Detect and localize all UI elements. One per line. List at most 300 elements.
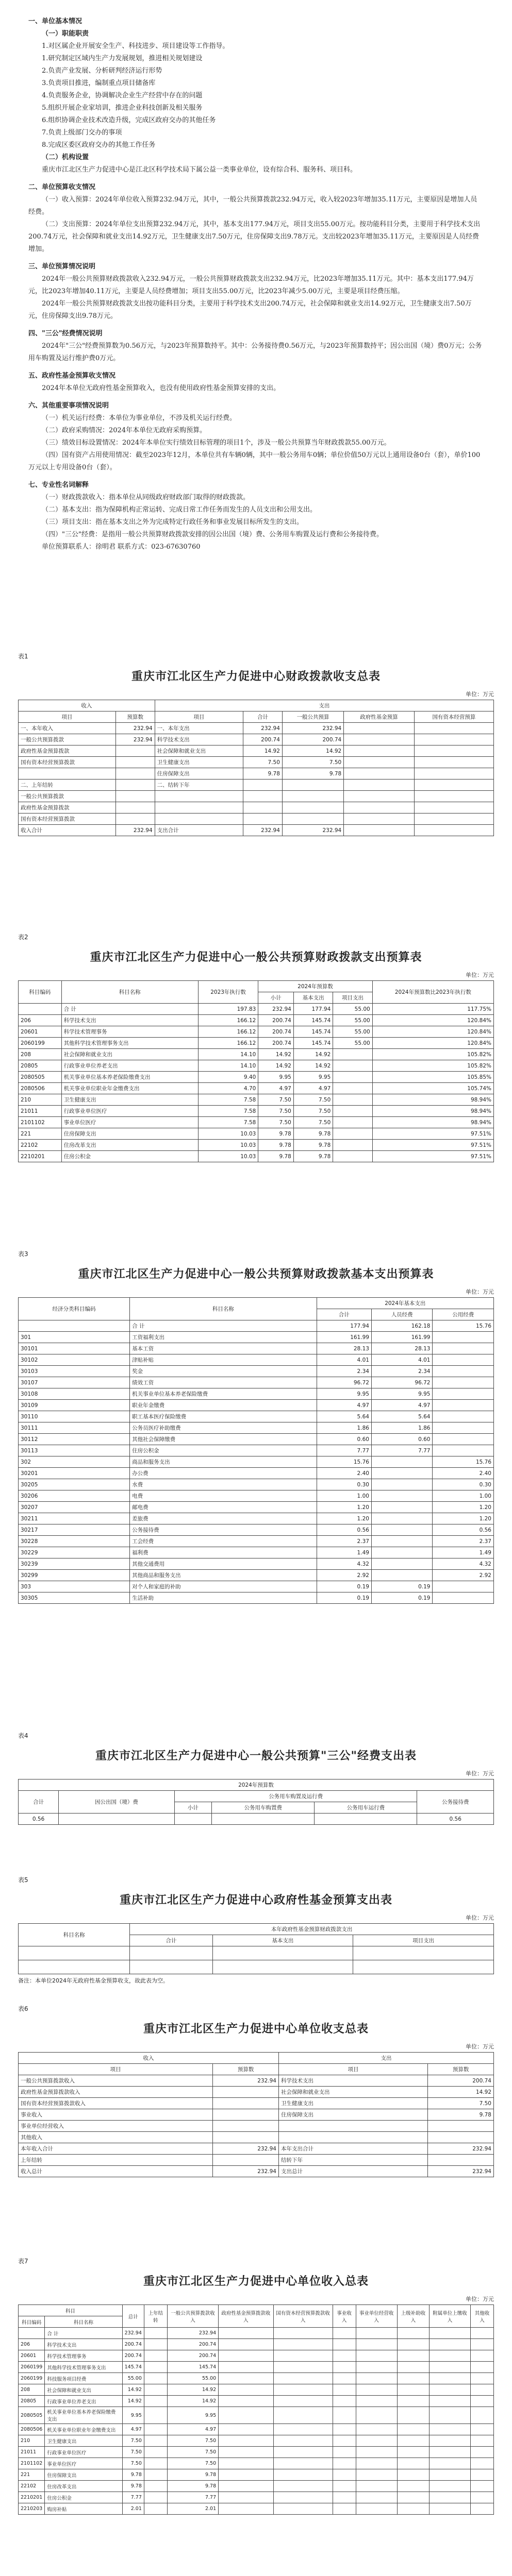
text-cell: 政府性基金预算拨款收入	[19, 2087, 213, 2098]
duty-item: 4.负责服务企业，协调解决企业生产经营中存在的问题	[42, 92, 203, 99]
value-cell	[219, 2362, 273, 2373]
value-cell	[371, 1547, 433, 1558]
paragraph: 2024年本单位无政府性基金预算收入，也没有使用政府性基金预算安排的支出。	[42, 384, 280, 392]
table-row	[19, 1388, 494, 1400]
table-row	[19, 2373, 494, 2384]
text-cell: 机关事业单位职业年金缴费支出	[61, 1083, 198, 1094]
value-cell: 4.97	[293, 1083, 333, 1094]
table-row	[19, 802, 494, 814]
value-cell: 7.58	[198, 1117, 258, 1128]
value-cell	[144, 2384, 167, 2396]
value-cell	[333, 1106, 372, 1117]
table-row	[19, 1479, 494, 1490]
value-cell	[344, 791, 415, 802]
table-row	[19, 1422, 494, 1434]
table-row	[19, 1456, 494, 1468]
paragraph: 重庆市江北区生产力促进中心是江北区科学技术局下属公益一类事业单位，设有综合科、服务科、项目科。	[42, 166, 357, 174]
header-cell: 一般公共预算拨款收入	[167, 2305, 218, 2328]
value-cell	[144, 2503, 167, 2515]
value-cell	[333, 1128, 372, 1140]
value-cell	[144, 2481, 167, 2492]
table-row	[19, 1502, 494, 1513]
value-cell	[356, 2350, 397, 2362]
table-row	[19, 1117, 494, 1128]
text-cell: 301	[19, 1332, 130, 1343]
text-cell: 住房保障支出	[61, 1128, 198, 1140]
three-public-expenses-table	[18, 1779, 494, 1825]
table-row	[19, 2132, 494, 2143]
text-cell: 30229	[19, 1547, 130, 1558]
table-row	[19, 1026, 494, 1038]
value-cell	[219, 2339, 273, 2350]
table-row	[19, 1468, 494, 1479]
table-row	[19, 1524, 494, 1536]
text-cell: 住房公积金	[130, 1445, 317, 1456]
table-row	[19, 1094, 494, 1106]
value-cell: 200.74	[258, 1038, 294, 1049]
value-cell: 200.74	[428, 2075, 494, 2087]
value-cell	[397, 2492, 429, 2503]
table-row	[19, 1049, 494, 1060]
header-cell: 总计	[122, 2305, 144, 2328]
duty-item: 5.组织开展企业家培训，推进企业科技创新及相关服务	[42, 104, 203, 112]
table-row	[19, 1354, 494, 1366]
value-cell: 14.92	[293, 1060, 333, 1072]
unit-income-expense-table	[18, 2052, 494, 2177]
general-budget-expenditure-table	[18, 980, 494, 1162]
value-cell: 1.20	[317, 1502, 371, 1513]
value-cell: 166.12	[198, 1038, 258, 1049]
header-cell: 合计	[130, 1935, 212, 1946]
text-cell	[155, 814, 243, 825]
text-cell: 其他交通费用	[130, 1558, 317, 1570]
value-cell: 166.12	[198, 1015, 258, 1026]
text-cell	[19, 768, 116, 779]
value-cell: 7.50	[293, 1117, 333, 1128]
value-cell	[430, 2424, 471, 2435]
list-item: （三）项目支出：指在基本支出之外为完成特定行政任务和事业发展目标所发生的支出。	[42, 518, 304, 526]
value-cell	[115, 745, 155, 757]
value-cell: 232.94	[115, 734, 155, 745]
value-cell: 7.50	[122, 2458, 144, 2469]
value-cell	[414, 768, 493, 779]
value-cell	[333, 1151, 372, 1162]
text-cell: 对个人和家庭的补助	[130, 1581, 317, 1592]
value-cell: 14.92	[167, 2396, 218, 2407]
value-cell: 9.78	[293, 1128, 333, 1140]
header-cell: 2024年预算数	[19, 1780, 494, 1791]
value-cell: 4.97	[371, 1400, 433, 1411]
value-cell: 7.50	[428, 2098, 494, 2109]
paragraph: 2024年"三公"经费预算数为0.56万元，与2023年预算数持平。其中：公务接待费0.56万元，与2023年预算数持平；因公出国（境）费0万元；公务用车购置及运行维护费0万元。	[28, 342, 482, 362]
value-cell: 4.70	[198, 1083, 258, 1094]
text-cell: 行政事业单位医疗	[45, 2447, 122, 2458]
text-cell: 206	[19, 2339, 45, 2350]
value-cell: 98.94%	[372, 1106, 493, 1117]
duty-item: 7.负责上级部门交办的事项	[42, 129, 122, 137]
text-cell: 住房保障支出	[155, 768, 243, 779]
value-cell: 166.12	[198, 1026, 258, 1038]
value-cell	[471, 2384, 494, 2396]
text-cell: 2101102	[19, 2458, 45, 2469]
value-cell: 161.99	[371, 1332, 433, 1343]
value-cell	[344, 779, 415, 791]
table-row	[19, 2503, 494, 2515]
value-cell: 9.40	[198, 1072, 258, 1083]
header-cell: 一般公共预算	[282, 711, 343, 723]
text-cell: 科学技术支出	[155, 734, 243, 745]
text-cell: 30108	[19, 1388, 130, 1400]
paragraph: 1.对区属企业开展安全生产、科技进步、项目建设等工作指导。	[42, 42, 229, 50]
header-cell: 科目编码	[19, 981, 62, 1004]
value-cell: 1.86	[371, 1422, 433, 1434]
value-cell	[219, 2447, 273, 2458]
header-cell: 科目名称	[19, 1924, 130, 1946]
value-cell: 2.34	[371, 1366, 433, 1377]
value-cell	[433, 1388, 494, 1400]
duty-item: 2.负责产业发展、分析研判经济运行形势	[42, 67, 162, 75]
value-cell: 14.92	[258, 1049, 294, 1060]
table-row	[19, 779, 494, 791]
header-cell: 公务用车购置及运行费	[174, 1791, 417, 1802]
header-cell: 2024年基本支出	[317, 1298, 493, 1309]
value-cell: 145.74	[293, 1026, 333, 1038]
header-cell: 项目支出	[333, 992, 372, 1004]
value-cell: 7.58	[198, 1094, 258, 1106]
subsection-heading: （二）机构设置	[42, 154, 89, 161]
value-cell	[273, 2362, 333, 2373]
text-cell: 30103	[19, 1366, 130, 1377]
value-cell: 28.13	[317, 1343, 371, 1354]
value-cell: 232.94	[243, 723, 283, 734]
value-cell	[414, 802, 493, 814]
text-cell: 21011	[19, 1106, 62, 1117]
header-cell: 2024年预算数	[258, 981, 372, 992]
value-cell: 4.01	[317, 1354, 371, 1366]
value-cell: 98.94%	[372, 1117, 493, 1128]
value-cell	[213, 2098, 279, 2109]
header-cell: 支出	[155, 700, 493, 711]
value-cell: 105.85%	[372, 1072, 493, 1083]
value-cell	[356, 2384, 397, 2396]
value-cell: 200.74	[258, 1026, 294, 1038]
value-cell	[219, 2481, 273, 2492]
value-cell: 7.58	[198, 1106, 258, 1117]
text-cell: 合 计	[130, 1320, 317, 1332]
header-cell: 人员经费	[371, 1309, 433, 1320]
value-cell: 0.19	[371, 1581, 433, 1592]
attachment-label: 表1	[18, 653, 28, 660]
unit-label: 单位：万元	[466, 1289, 494, 1295]
value-cell	[273, 2407, 333, 2424]
text-cell: 20805	[19, 2396, 45, 2407]
text-cell: 社会保障和就业支出	[278, 2087, 427, 2098]
value-cell: 9.78	[282, 768, 343, 779]
value-cell: 9.95	[371, 1388, 433, 1400]
value-cell	[243, 802, 283, 814]
paragraph: 2024年一般公共预算财政拨款支出按功能科目分类，主要用于科学技术支出200.74万元，社会保障和就业支出14.92万元，卫生健康支出7.50万元，住房保障支出9.78万元。	[28, 300, 472, 320]
value-cell	[333, 1072, 372, 1083]
header-cell: 2024年预算数比2023年执行数	[372, 981, 493, 1004]
value-cell	[433, 1445, 494, 1456]
value-cell	[371, 1513, 433, 1524]
value-cell	[243, 779, 283, 791]
value-cell: 9.95	[122, 2407, 144, 2424]
value-cell	[397, 2407, 429, 2424]
value-cell: 7.50	[293, 1106, 333, 1117]
text-cell: 其他社会保障缴费	[130, 1434, 317, 1445]
text-cell: 一般公共预算拨款	[19, 791, 116, 802]
value-cell	[344, 723, 415, 734]
table-row	[19, 1434, 494, 1445]
value-cell	[471, 2481, 494, 2492]
text-cell: 办公费	[130, 1468, 317, 1479]
value-cell	[219, 2435, 273, 2447]
value-cell: 7.50	[258, 1094, 294, 1106]
value-cell	[333, 2384, 356, 2396]
text-cell: 绩效工资	[130, 1377, 317, 1388]
paragraph: （一）收入预算：2024年单位收入预算232.94万元，其中，一般公共预算拨款232.94万元，收入较2023年增加35.11万元，主要原因是增加人员经费。	[28, 196, 477, 216]
value-cell	[282, 779, 343, 791]
value-cell: 7.50	[167, 2458, 218, 2469]
table-row	[19, 2166, 494, 2177]
table4-section	[18, 1731, 494, 1825]
section-heading: 六、其他重要事项情况说明	[28, 402, 109, 410]
attachment-label: 表5	[18, 1876, 28, 1884]
value-cell	[430, 2339, 471, 2350]
table-row	[19, 2362, 494, 2373]
table-row	[19, 814, 494, 825]
value-cell: 7.50	[243, 757, 283, 768]
value-cell: 232.94	[282, 825, 343, 836]
text-cell: 2210201	[19, 2492, 45, 2503]
value-cell	[333, 2407, 356, 2424]
value-cell: 9.78	[293, 1151, 333, 1162]
value-cell	[115, 779, 155, 791]
text-cell: 购房补贴	[45, 2503, 122, 2515]
header-cell: 预算数	[115, 711, 155, 723]
value-cell: 4.32	[433, 1558, 494, 1570]
value-cell: 55.00	[333, 1026, 372, 1038]
header-cell: 科目名称	[61, 981, 198, 1004]
table-row	[19, 1151, 494, 1162]
value-cell	[397, 2350, 429, 2362]
text-cell: 2080505	[19, 2407, 45, 2424]
text-cell: 30107	[19, 1377, 130, 1388]
table-row	[19, 2384, 494, 2396]
text-cell: 30111	[19, 1422, 130, 1434]
table-title: 重庆市江北区生产力促进中心一般公共预算"三公"经费支出表	[95, 1749, 417, 1762]
value-cell	[344, 745, 415, 757]
text-cell: 卫生健康支出	[61, 1094, 198, 1106]
value-cell: 105.82%	[372, 1049, 493, 1060]
text-cell: 差旅费	[130, 1513, 317, 1524]
value-cell	[430, 2435, 471, 2447]
value-cell	[414, 791, 493, 802]
value-cell	[371, 1468, 433, 1479]
header-cell: 2023年执行数	[198, 981, 258, 1004]
table-row	[19, 1814, 494, 1825]
value-cell: 4.32	[317, 1558, 371, 1570]
value-cell: 9.78	[167, 2469, 218, 2481]
attachment-label: 表4	[18, 1732, 28, 1739]
value-cell	[144, 2328, 167, 2339]
value-cell	[273, 2328, 333, 2339]
text-cell: 福利费	[130, 1547, 317, 1558]
value-cell: 0.19	[371, 1592, 433, 1604]
text-cell: 社会保障和就业支出	[61, 1049, 198, 1060]
table-row	[19, 1411, 494, 1422]
value-cell	[433, 1422, 494, 1434]
value-cell	[219, 2328, 273, 2339]
header-cell: 收入	[19, 700, 155, 711]
value-cell: 1.00	[433, 1490, 494, 1502]
text-cell: 30101	[19, 1343, 130, 1354]
value-cell: 0.19	[317, 1592, 371, 1604]
value-cell	[212, 1814, 315, 1825]
value-cell	[219, 2373, 273, 2384]
value-cell	[371, 1570, 433, 1581]
value-cell	[356, 2447, 397, 2458]
value-cell	[397, 2362, 429, 2373]
text-cell: 工资福利支出	[130, 1332, 317, 1343]
value-cell	[430, 2396, 471, 2407]
value-cell: 177.94	[293, 1004, 333, 1015]
text-cell: 30217	[19, 1524, 130, 1536]
value-cell: 9.78	[122, 2481, 144, 2492]
value-cell	[273, 2339, 333, 2350]
value-cell	[397, 2447, 429, 2458]
value-cell: 145.74	[293, 1038, 333, 1049]
value-cell: 1.20	[433, 1513, 494, 1524]
text-cell: 30305	[19, 1592, 130, 1604]
value-cell	[333, 2339, 356, 2350]
header-cell: 科目	[19, 2305, 123, 2316]
value-cell	[371, 1502, 433, 1513]
budget-explanation	[28, 10, 482, 553]
value-cell	[333, 1094, 372, 1106]
value-cell: 4.97	[167, 2424, 218, 2435]
value-cell: 14.92	[258, 1060, 294, 1072]
value-cell	[243, 791, 283, 802]
text-cell: 行政事业单位养老支出	[61, 1060, 198, 1072]
table-row	[19, 2458, 494, 2469]
header-cell: 经济分类科目编码	[19, 1298, 130, 1320]
table-row	[19, 757, 494, 768]
table-row	[19, 1445, 494, 1456]
value-cell	[144, 2362, 167, 2373]
text-cell: 机关事业单位基本养老保险缴费支出	[45, 2407, 122, 2424]
value-cell	[471, 2350, 494, 2362]
value-cell	[333, 2373, 356, 2384]
text-cell: 30211	[19, 1513, 130, 1524]
text-cell: 302	[19, 1456, 130, 1468]
value-cell	[144, 2350, 167, 2362]
list-item: （三）绩效目标设置情况：2024年本单位实行绩效目标管理的项目1个，涉及一般公共预算当年财政拨款55.00万元。	[42, 439, 391, 447]
value-cell: 232.94	[115, 825, 155, 836]
header-cell: 支出	[278, 2053, 493, 2064]
text-cell: 政府性基金预算拨款	[19, 745, 116, 757]
section-heading: 四、"三公"经费情况说明	[28, 330, 103, 337]
text-cell: 科技服务项目经费	[45, 2373, 122, 2384]
value-cell	[115, 757, 155, 768]
value-cell: 55.00	[122, 2373, 144, 2384]
value-cell: 2.01	[122, 2503, 144, 2515]
value-cell: 55.00	[333, 1038, 372, 1049]
paragraph: （二）支出预算：2024年单位支出预算232.94万元，其中，基本支出177.94万元，项目支出55.00万元。按功能科目分类，主要用于科学技术支出200.74万元，社会保障和就业支出14.92万元，卫生健康支出7.50万元，住房保障支出9.78万元。支出较2023年增加35.11万元，主要原因是人员经费增加。	[28, 221, 481, 253]
value-cell	[356, 2424, 397, 2435]
table-row	[19, 1377, 494, 1388]
table-row	[19, 1581, 494, 1592]
value-cell	[428, 2132, 494, 2143]
attachment-label: 表6	[18, 2005, 28, 2012]
value-cell: 197.83	[198, 1004, 258, 1015]
text-cell: 2060199	[19, 2373, 45, 2384]
value-cell	[371, 1536, 433, 1547]
value-cell	[397, 2339, 429, 2350]
value-cell: 15.76	[433, 1320, 494, 1332]
section-heading: 七、专业性名词解释	[28, 481, 89, 489]
value-cell	[356, 2339, 397, 2350]
value-cell	[430, 2328, 471, 2339]
text-cell: 其他商品和服务支出	[130, 1570, 317, 1581]
value-cell: 4.01	[371, 1354, 433, 1366]
text-cell: 职业年金缴费	[130, 1400, 317, 1411]
table-row	[19, 1946, 494, 1960]
value-cell	[344, 757, 415, 768]
text-cell: 住房保障支出	[278, 2109, 427, 2121]
header-cell: 项目支出	[353, 1935, 494, 1946]
text-cell: 221	[19, 2469, 45, 2481]
table-row	[19, 2407, 494, 2424]
table-row	[19, 1490, 494, 1502]
text-cell: 30110	[19, 1411, 130, 1422]
text-cell: 30207	[19, 1502, 130, 1513]
value-cell: 7.50	[122, 2435, 144, 2447]
value-cell	[356, 2328, 397, 2339]
value-cell	[471, 2407, 494, 2424]
unit-label: 单位：万元	[466, 691, 494, 698]
unit-label: 单位：万元	[466, 1770, 494, 1777]
value-cell: 232.94	[167, 2328, 218, 2339]
value-cell: 9.95	[293, 1072, 333, 1083]
value-cell	[414, 779, 493, 791]
section-heading: 三、单位预算情况说明	[28, 263, 96, 270]
attachment-label: 表7	[18, 2258, 28, 2265]
table2-section	[18, 933, 494, 1162]
value-cell	[219, 2424, 273, 2435]
text-cell: 一、本年支出	[155, 723, 243, 734]
value-cell	[471, 2362, 494, 2373]
value-cell: 120.84%	[372, 1026, 493, 1038]
value-cell	[471, 2492, 494, 2503]
value-cell: 2.92	[433, 1570, 494, 1581]
value-cell: 232.94	[213, 2166, 279, 2177]
table7-section	[18, 2257, 494, 2515]
text-cell: 30102	[19, 1354, 130, 1366]
value-cell	[333, 2492, 356, 2503]
value-cell	[282, 791, 343, 802]
text-cell: 科学技术支出	[45, 2339, 122, 2350]
value-cell	[397, 2503, 429, 2515]
value-cell	[333, 2458, 356, 2469]
value-cell	[333, 2447, 356, 2458]
table-row	[19, 2121, 494, 2132]
text-cell: 行政事业单位养老支出	[45, 2396, 122, 2407]
value-cell	[471, 2447, 494, 2458]
table-row	[19, 825, 494, 836]
value-cell	[433, 1332, 494, 1343]
